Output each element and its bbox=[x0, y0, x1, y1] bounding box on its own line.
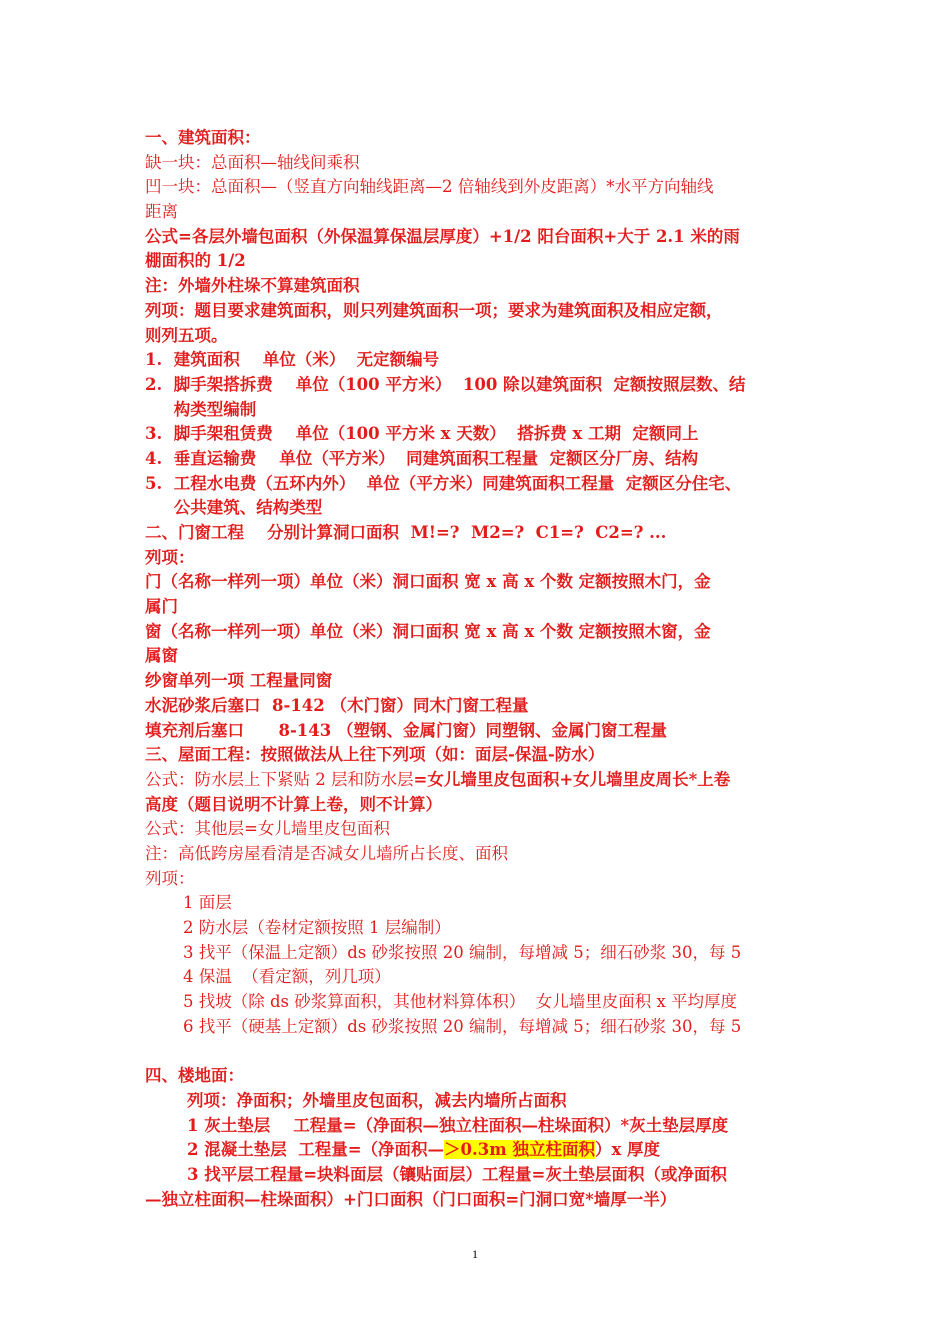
area-formula-cont: 棚面积的 1/2 bbox=[145, 251, 246, 271]
roof-list-item: 6 找平（硬基上定额）ds 砂浆按照 20 编制，每增减 5；细石砂浆 30，每 5 bbox=[183, 1016, 742, 1036]
document-body bbox=[145, 126, 825, 1212]
roof-list-item: 3 找平（保温上定额）ds 砂浆按照 20 编制，每增减 5；细石砂浆 30，每 5 bbox=[183, 942, 742, 962]
concave-one-text-cont: 距离 bbox=[145, 202, 178, 222]
floor-item-2-suffix: ）x 厚度 bbox=[594, 1140, 661, 1160]
area-note: 注：外墙外柱垛不算建筑面积 bbox=[145, 276, 360, 296]
section-3-title: 三、屋面工程：按照做法从上往下列项（如：面层-保温-防水） bbox=[145, 745, 605, 765]
section-2-title: 二、门窗工程 分别计算洞口面积 M!=? M2=? C1=? C2=? ... bbox=[145, 523, 667, 542]
door-item-cont: 属门 bbox=[145, 597, 178, 617]
section-4-title: 四、楼地面： bbox=[145, 1066, 244, 1086]
floor-items: 列项：净面积；外墙里皮包面积，减去内墙所占面积 bbox=[187, 1090, 567, 1110]
roof-list-item: 4 保温 （看定额，列几项） bbox=[183, 967, 391, 987]
roof-list-item: 2 防水层（卷材定额按照 1 层编制） bbox=[183, 918, 451, 937]
area-formula: 公式=各层外墙包面积（外保温算保温层厚度）+1/2 阳台面积+大于 2.1 米的雨 bbox=[145, 226, 740, 246]
roof-list-item: 1 面层 bbox=[183, 893, 232, 913]
floor-item-3: 3 找平层工程量=块料面层（镶贴面层）工程量=灰土垫层面积（或净面积 bbox=[187, 1164, 727, 1184]
window-item-cont: 属窗 bbox=[145, 646, 178, 666]
highlighted-text: ＞0.3m 独立柱面积 bbox=[444, 1140, 595, 1160]
page-number: 1 bbox=[472, 1247, 478, 1261]
lack-one-text: 缺一块：总面积—轴线间乘积 bbox=[145, 152, 360, 172]
roof-formula-1-cont: 高度（题目说明不计算上卷，则不计算） bbox=[145, 794, 442, 814]
section-1-title: 一、建筑面积： bbox=[145, 128, 261, 147]
area-items-cont: 则列五项。 bbox=[145, 325, 228, 345]
floor-item-2 bbox=[145, 1138, 825, 1163]
list-item: 2. 脚手架搭拆费 单位（100 平方米） 100 除以建筑面积 定额按照层数、结 bbox=[145, 374, 746, 394]
filler-caulk-item: 填充剂后塞口 8-143 （塑钢、金属门窗）同塑钢、金属门窗工程量 bbox=[145, 720, 667, 740]
roof-note: 注：高低跨房屋看清是否减女儿墙所占长度、面积 bbox=[145, 843, 508, 863]
screen-window-item: 纱窗单列一项 工程量同窗 bbox=[145, 671, 333, 691]
roof-list-item: 5 找坡（除 ds 砂浆算面积，其他材料算体积） 女儿墙里皮面积 x 平均厚度 bbox=[183, 992, 738, 1012]
floor-item-1: 1 灰土垫层 工程量=（净面积—独立柱面积—柱垛面积）*灰土垫层厚度 bbox=[187, 1115, 729, 1135]
window-item: 窗（名称一样列一项）单位（米）洞口面积 宽 x 高 x 个数 定额按照木窗，金 bbox=[145, 621, 711, 641]
cement-caulk-item: 水泥砂浆后塞口 8-142 （木门窗）同木门窗工程量 bbox=[145, 695, 529, 715]
list-item: 构类型编制 bbox=[145, 399, 257, 419]
door-window-items-label: 列项： bbox=[145, 547, 195, 567]
roof-formula-1-prefix: 公式：防水层上下紧贴 2 层和防水层 bbox=[145, 769, 414, 789]
list-item: 3. 脚手架租赁费 单位（100 平方米 x 天数） 搭拆费 x 工期 定额同上 bbox=[145, 424, 699, 444]
area-items: 列项：题目要求建筑面积，则只列建筑面积一项；要求为建筑面积及相应定额， bbox=[145, 300, 723, 320]
list-item: 公共建筑、结构类型 bbox=[145, 498, 323, 518]
list-item: 5. 工程水电费（五环内外） 单位（平方米）同建筑面积工程量 定额区分住宅、 bbox=[145, 473, 742, 493]
roof-items-label: 列项： bbox=[145, 868, 195, 888]
floor-item-3-cont: —独立柱面积—柱垛面积）+门口面积（门口面积=门洞口宽*墙厚一半） bbox=[145, 1189, 677, 1209]
roof-formula-1 bbox=[145, 768, 825, 793]
door-item: 门（名称一样列一项）单位（米）洞口面积 宽 x 高 x 个数 定额按照木门，金 bbox=[145, 572, 711, 592]
roof-formula-2: 公式：其他层=女儿墙里皮包面积 bbox=[145, 819, 390, 839]
list-item: 4. 垂直运输费 单位（平方米） 同建筑面积工程量 定额区分厂房、结构 bbox=[145, 448, 699, 468]
concave-one-text: 凹一块：总面积—（竖直方向轴线距离—2 倍轴线到外皮距离）*水平方向轴线 bbox=[145, 177, 714, 197]
list-item: 1. 建筑面积 单位（米） 无定额编号 bbox=[145, 350, 440, 370]
floor-item-2-prefix: 2 混凝土垫层 工程量=（净面积— bbox=[187, 1140, 445, 1160]
blank-line bbox=[145, 1039, 825, 1064]
roof-formula-1-bold: =女儿墙里皮包面积+女儿墙里皮周长*上卷 bbox=[413, 769, 731, 789]
